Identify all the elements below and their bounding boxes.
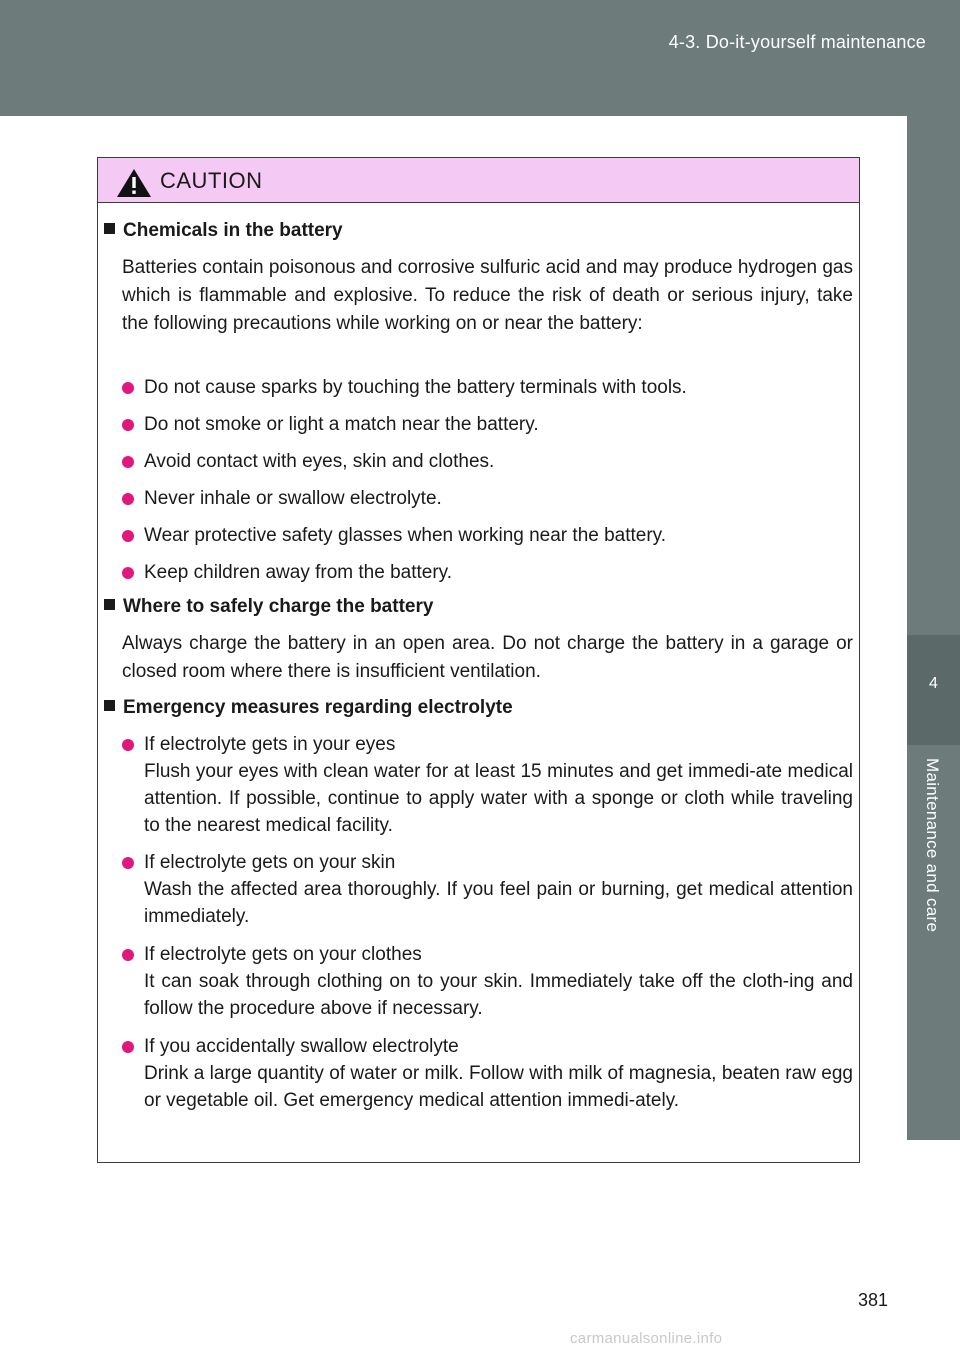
bullet-dot-icon: [122, 493, 134, 505]
list-item: If electrolyte gets on your skin Wash the affected area thoroughly. If you feel pain or burning, get medical attention immediately.: [122, 849, 853, 930]
caution-title: CAUTION: [160, 168, 263, 193]
paragraph-charging: Always charge the battery in an open area. Do not charge the battery in a garage or closed room where there is insufficient ventilation.: [122, 633, 853, 682]
bullet-dot-icon: [122, 1041, 134, 1053]
bullet-dot-icon: [122, 382, 134, 394]
bullet-dot-icon: [122, 949, 134, 961]
square-bullet-icon: [104, 599, 115, 610]
list-item: If electrolyte gets in your eyes Flush your eyes with clean water for at least 15 minutes and get immedi-ate medical attention. If possible, continue to apply water with a sponge or cloth while traveling to the nearest medical facility.: [122, 731, 853, 839]
caution-header: [98, 158, 859, 203]
watermark: carmanualsonline.info: [570, 1330, 723, 1347]
list-item: If you accidentally swallow electrolyte Drink a large quantity of water or milk. Follow with milk of magnesia, beaten raw egg or vegetable oil. Get emergency medical attention immedi-ately.: [122, 1033, 853, 1114]
caution-box: [97, 157, 860, 1163]
bullet-dot-icon: [122, 456, 134, 468]
list-item: Never inhale or swallow electrolyte.: [122, 485, 853, 512]
paragraph-chemicals: Batteries contain poisonous and corrosive sulfuric acid and may produce hydrogen gas which is flammable and explosive. To reduce the risk of death or serious injury, take the following precautions while working on or near the battery:: [122, 257, 853, 334]
chapter-label: Maintenance and care: [923, 758, 942, 933]
section-title-chemicals: Chemicals in the battery: [104, 218, 343, 244]
list-item: Keep children away from the battery.: [122, 559, 853, 586]
list-item: If electrolyte gets on your clothes It can soak through clothing on to your skin. Immediately take off the cloth-ing and follow the procedure above if necessary.: [122, 941, 853, 1022]
bullet-dot-icon: [122, 857, 134, 869]
list-item: Wear protective safety glasses when working near the battery.: [122, 522, 853, 549]
square-bullet-icon: [104, 700, 115, 711]
page-header: [0, 0, 960, 116]
section-title-charging: Where to safely charge the battery: [104, 594, 433, 620]
bullet-dot-icon: [122, 739, 134, 751]
square-bullet-icon: [104, 223, 115, 234]
chapter-number-box: [907, 635, 960, 745]
list-item: Do not cause sparks by touching the battery terminals with tools.: [122, 374, 853, 401]
list-item: Do not smoke or light a match near the battery.: [122, 411, 853, 438]
page-number: 381: [858, 1290, 889, 1310]
bullet-dot-icon: [122, 567, 134, 579]
section-header-title: 4-3. Do-it-yourself maintenance: [668, 32, 926, 52]
warning-triangle-icon: [116, 168, 152, 198]
list-item: Avoid contact with eyes, skin and clothes.: [122, 448, 853, 475]
section-title-emergency: Emergency measures regarding electrolyte: [104, 695, 513, 721]
bullet-dot-icon: [122, 419, 134, 431]
chapter-side-tab: [907, 116, 960, 1140]
chapter-number: 4: [929, 675, 938, 692]
bullet-dot-icon: [122, 530, 134, 542]
